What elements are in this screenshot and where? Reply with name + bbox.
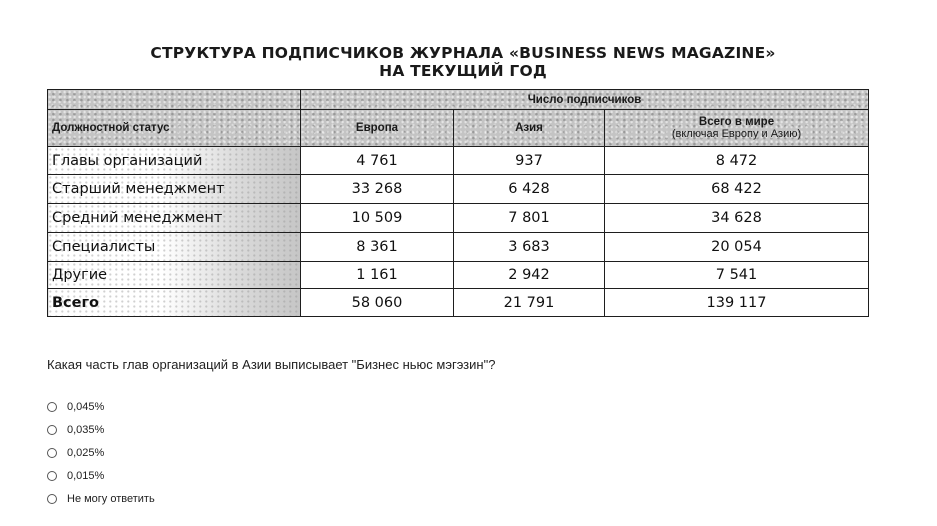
column-header-row <box>48 110 869 147</box>
table-row <box>48 204 869 233</box>
radio-button[interactable] <box>47 471 57 481</box>
cell-asia-total: 21 791 <box>454 289 605 317</box>
answer-option[interactable] <box>47 395 155 418</box>
row-label: Специалисты <box>48 233 301 262</box>
radio-button[interactable] <box>47 425 57 435</box>
answer-option-label: 0,045% <box>67 400 105 413</box>
row-label: Средний менеджмент <box>48 204 301 233</box>
cell-asia: 2 942 <box>454 262 605 289</box>
table-row <box>48 262 869 289</box>
answer-options <box>47 395 155 510</box>
row-label: Главы организаций <box>48 147 301 175</box>
question-text: Какая часть глав организаций в Азии выписывает "Бизнес ньюс мэгэзин"? <box>47 357 496 372</box>
answer-option-label: 0,015% <box>67 469 105 482</box>
cell-world-total: 139 117 <box>605 289 869 317</box>
col-header-asia: Азия <box>454 110 605 147</box>
table-row <box>48 175 869 204</box>
row-label: Другие <box>48 262 301 289</box>
col-header-world <box>605 110 869 147</box>
radio-button[interactable] <box>47 448 57 458</box>
col-header-world-line1: Всего в мире <box>698 116 775 128</box>
cell-asia: 3 683 <box>454 233 605 262</box>
cell-asia: 7 801 <box>454 204 605 233</box>
cell-asia: 6 428 <box>454 175 605 204</box>
answer-option-label: Не могу ответить <box>67 492 155 505</box>
group-header-row <box>48 90 869 110</box>
answer-option-label: 0,025% <box>67 446 105 459</box>
cell-europe: 4 761 <box>301 147 454 175</box>
row-label: Старший менеджмент <box>48 175 301 204</box>
cell-world: 20 054 <box>605 233 869 262</box>
cell-world: 68 422 <box>605 175 869 204</box>
table-row <box>48 233 869 262</box>
total-row <box>48 289 869 317</box>
cell-asia: 937 <box>454 147 605 175</box>
table-row <box>48 147 869 175</box>
cell-europe: 10 509 <box>301 204 454 233</box>
title-line-2: НА ТЕКУЩИЙ ГОД <box>379 62 547 80</box>
answer-option[interactable] <box>47 464 155 487</box>
cell-europe: 33 268 <box>301 175 454 204</box>
answer-option-label: 0,035% <box>67 423 105 436</box>
document-title <box>48 44 878 80</box>
cell-world: 7 541 <box>605 262 869 289</box>
row-label-total: Всего <box>48 289 301 317</box>
cell-world: 8 472 <box>605 147 869 175</box>
radio-button[interactable] <box>47 402 57 412</box>
col-header-status: Должностной статус <box>48 110 301 147</box>
radio-button[interactable] <box>47 494 57 504</box>
cell-europe: 8 361 <box>301 233 454 262</box>
subscribers-table <box>47 89 869 317</box>
cell-europe-total: 58 060 <box>301 289 454 317</box>
cell-europe: 1 161 <box>301 262 454 289</box>
col-header-europe: Европа <box>301 110 454 147</box>
answer-option[interactable] <box>47 487 155 510</box>
answer-option[interactable] <box>47 418 155 441</box>
group-header: Число подписчиков <box>301 90 869 110</box>
cell-world: 34 628 <box>605 204 869 233</box>
header-blank-cell <box>48 90 301 110</box>
col-header-world-line2: (включая Европу и Азию) <box>671 128 802 140</box>
answer-option[interactable] <box>47 441 155 464</box>
title-line-1: СТРУКТУРА ПОДПИСЧИКОВ ЖУРНАЛА «BUSINESS NEWS MAGAZINE» <box>150 44 776 62</box>
